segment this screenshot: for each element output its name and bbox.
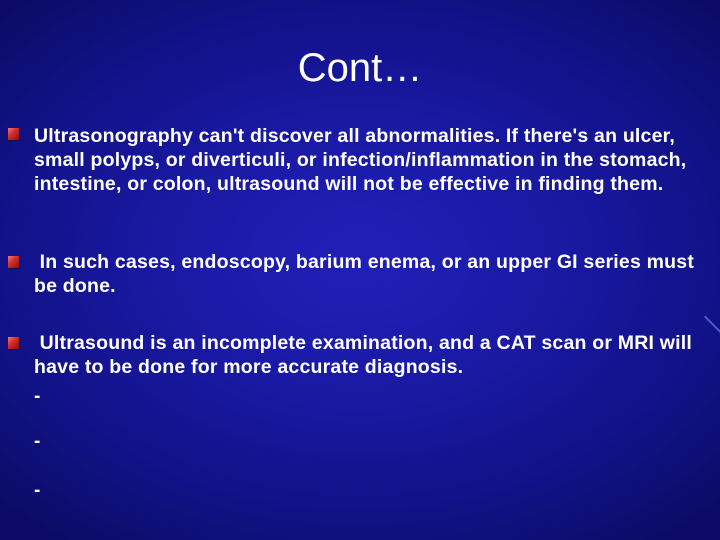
dash-line: - (34, 386, 41, 407)
slide-title: Cont… (297, 46, 423, 90)
bullet-square-icon (8, 256, 19, 268)
bullet-text: Ultrasound is an incomplete examination, and a CAT scan or MRI will have to be done for more accurate diagnosis. (34, 332, 698, 378)
bullet-square-icon (8, 128, 19, 140)
bullet-square-icon (8, 337, 19, 349)
dash-line: - (34, 431, 41, 452)
bullet-text: In such cases, endoscopy, barium enema, or an upper GI series must be done. (34, 251, 700, 297)
dash-line: - (34, 480, 41, 501)
bullet-text: Ultrasonography can't discover all abnormalities. If there's an ulcer, small polyps, or diverticuli, or infection/inflammation in the stomach, intestine, or colon, ultrasound will not be effective in finding them. (34, 125, 693, 195)
